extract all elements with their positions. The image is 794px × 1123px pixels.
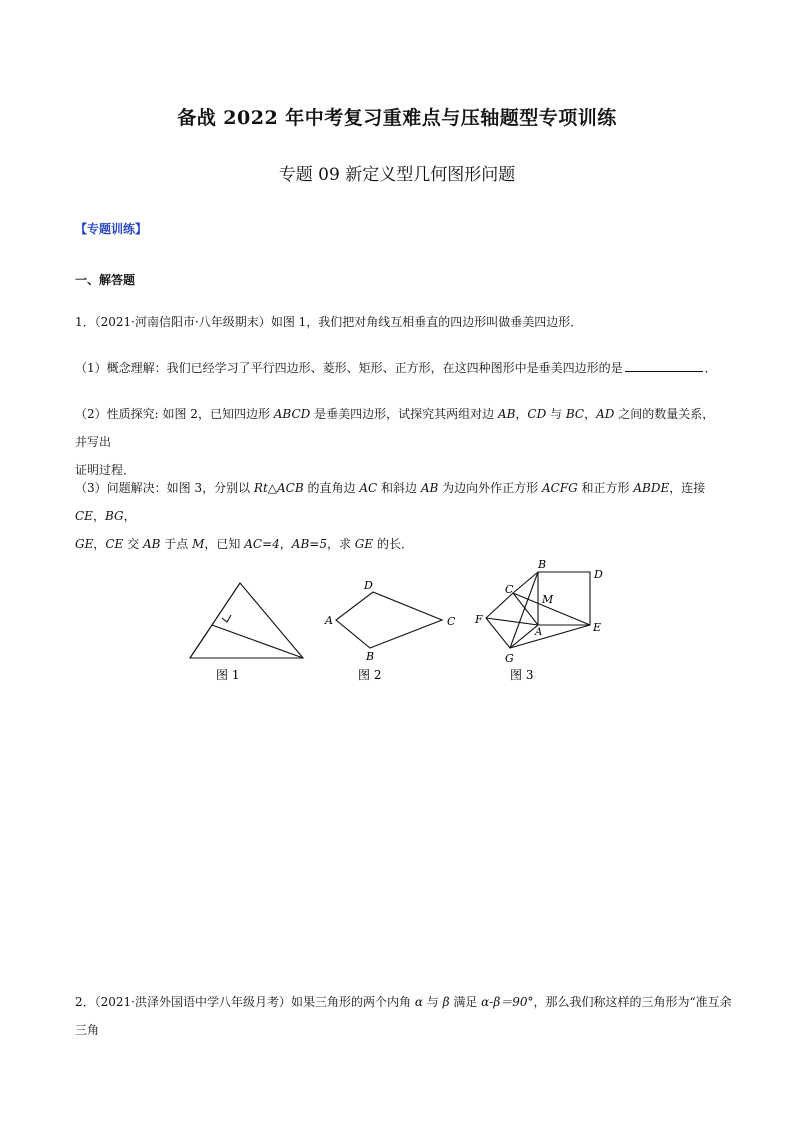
q1-part2 <box>75 400 725 484</box>
q1-part2-text: （2）性质探究: 如图 2，已知四边形 <box>75 407 274 421</box>
fig2-label-d: D <box>364 579 373 592</box>
q1-part3-text: 交 <box>123 537 143 551</box>
q2-condition: α-β＝90° <box>481 995 534 1009</box>
fig3-segment-fa <box>486 618 538 625</box>
fig1-quadrilateral <box>190 583 303 658</box>
fig3-label-f: F <box>475 613 483 626</box>
q2-text-part: 与 <box>422 995 443 1009</box>
q1-part1-end: ． <box>704 361 717 375</box>
q1-part2-text: ， <box>584 407 597 421</box>
figures-panel <box>0 550 794 690</box>
q2-text-part: 满足 <box>449 995 482 1009</box>
fig2-label-b: B <box>366 650 375 663</box>
var-beta: β <box>442 995 450 1009</box>
fig2-label-a: A <box>325 614 333 627</box>
var-bg: BG <box>104 509 124 523</box>
q1-part2-text: 与 <box>546 407 566 421</box>
section-heading: 一、解答题 <box>75 273 136 287</box>
figure-2 <box>336 592 442 648</box>
fig3-label-e: E <box>593 621 602 634</box>
q1-part3-text: （3）问题解决：如图 3，分别以 <box>75 481 254 495</box>
q1-intro-text: 如图 1，我们把对角线互相垂直的四边形叫做垂美四边形． <box>270 315 583 329</box>
q1-part3-text: 于点 <box>160 537 193 551</box>
q1-part3 <box>75 474 725 558</box>
q1-part2-text: 是垂美四边形，试探究其两组对边 <box>310 407 498 421</box>
var-m: M <box>192 537 205 551</box>
q1-part3-text: ，求 <box>326 537 355 551</box>
q1-part2-text: ， <box>515 407 528 421</box>
q1-part3-text: 为边向外作正方形 <box>438 481 542 495</box>
fig3-label-a: A <box>535 627 543 638</box>
fig1-right-angle-mark <box>222 615 231 622</box>
q1-part3-text: ， <box>279 537 292 551</box>
var-ab: AB <box>142 537 161 551</box>
var-ge: GE <box>75 537 94 551</box>
answer-blank[interactable] <box>625 359 703 372</box>
fig3-label-g: G <box>505 652 514 665</box>
q1-part3-text: ，已知 <box>204 537 245 551</box>
q2-source: 2．（2021·洪泽外国语中学八年级月考） <box>75 995 291 1009</box>
q1-part3-text: ， <box>92 509 105 523</box>
fig3-caption: 图 3 <box>510 668 534 682</box>
q1-part3-text: 和斜边 <box>377 481 421 495</box>
given-ab: AB=5 <box>291 537 327 551</box>
var-ac: AC <box>359 481 378 495</box>
var-abde: ABDE <box>633 481 670 495</box>
var-bc: BC <box>565 407 585 421</box>
fig2-label-c: C <box>447 615 456 628</box>
fig1-caption: 图 1 <box>216 668 240 682</box>
q1-part3-text: ，连接 <box>669 481 706 495</box>
q1-intro <box>75 308 725 336</box>
fig2-quadrilateral <box>336 592 442 648</box>
q1-part2-line2: 证明过程． <box>75 463 136 477</box>
var-ce: CE <box>75 509 93 523</box>
var-ad: AD <box>596 407 615 421</box>
var-ce: CE <box>105 537 124 551</box>
q1-part3-text: 和正方形 <box>577 481 634 495</box>
fig3-segment-ge <box>510 625 590 648</box>
q1-part3-text: 的直角边 <box>303 481 360 495</box>
var-ab: AB <box>497 407 516 421</box>
var-abcd: ABCD <box>273 407 311 421</box>
var-ge: GE <box>354 537 374 551</box>
var-rt-acb: Rt△ACB <box>253 481 304 495</box>
fig3-square-acfg <box>486 593 538 648</box>
q1-part2-text: 之间的数量关系，并写出 <box>75 407 715 449</box>
fig3-label-c: C <box>505 583 514 596</box>
fig3-label-d: D <box>594 568 603 581</box>
var-acfg: ACFG <box>541 481 578 495</box>
q1-source: 1．（2021·河南信阳市·八年级期末） <box>75 315 271 329</box>
section-tag: 【专题训练】 <box>75 222 148 236</box>
q2-text-part: 如果三角形的两个内角 <box>291 995 415 1009</box>
fig2-caption: 图 2 <box>358 668 382 682</box>
fig3-label-b: B <box>538 558 547 571</box>
var-cd: CD <box>527 407 547 421</box>
figure-1 <box>190 583 303 658</box>
q1-part3-text: 的长． <box>373 537 413 551</box>
given-ac: AC=4 <box>244 537 280 551</box>
q1-part3-text: ， <box>123 509 136 523</box>
q2-text-part: ，那么我们称这样的三角形为“准互余三角 <box>75 995 732 1037</box>
q1-part1 <box>75 354 725 382</box>
var-ab: AB <box>420 481 439 495</box>
document-subtitle: 专题 09 新定义型几何图形问题 <box>278 165 516 185</box>
q2-text <box>75 988 735 1044</box>
fig3-label-m: M <box>542 593 554 606</box>
q1-part1-text: （1）概念理解：我们已经学习了平行四边形、菱形、矩形、正方形，在这四种图形中是垂美四边形的是 <box>75 361 623 375</box>
var-alpha: α <box>414 995 423 1009</box>
q1-part3-text: ， <box>93 537 106 551</box>
document-title: 备战 2022 年中考复习重难点与压轴题型专项训练 <box>177 107 617 129</box>
fig1-diagonal-1 <box>190 583 240 658</box>
